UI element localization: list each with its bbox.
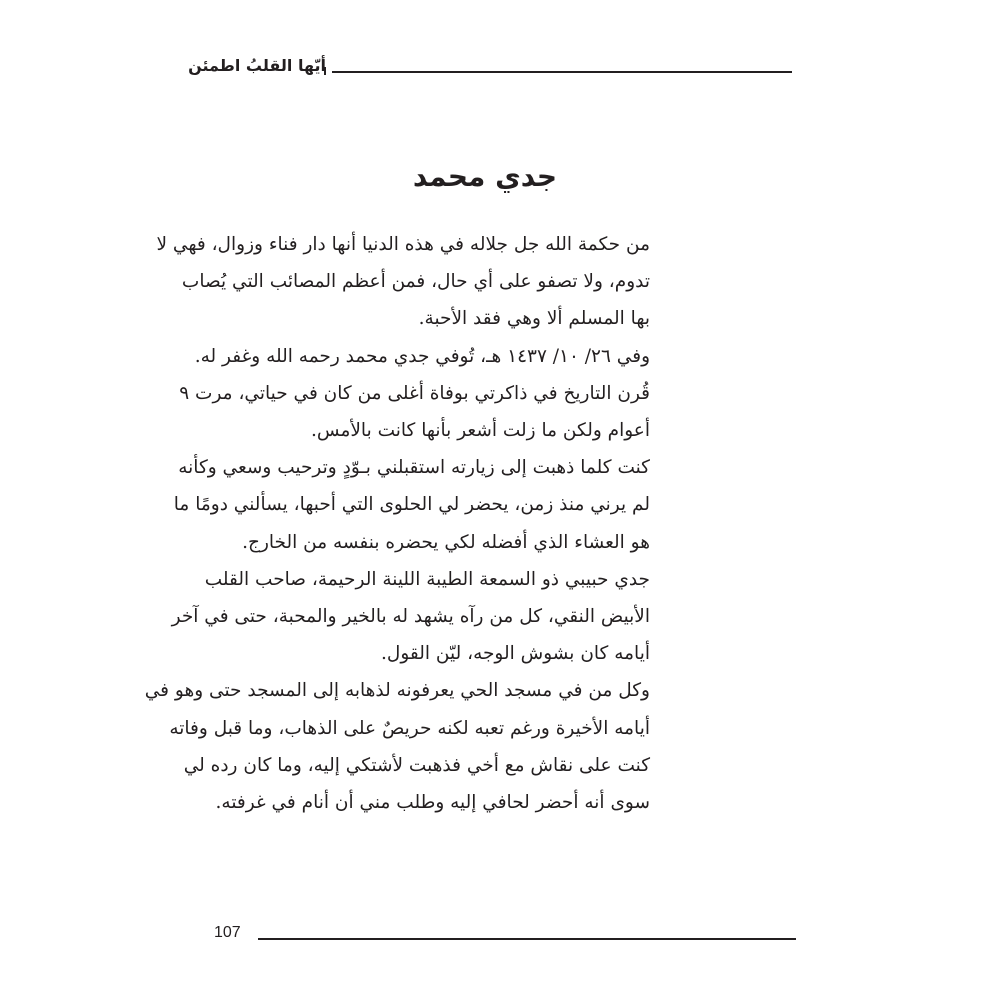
running-title: أيّها القلبُ اطمئن <box>188 56 326 75</box>
chapter-title: جدي محمد <box>412 160 558 193</box>
body-line: وكل من في مسجد الحي يعرفونه لذهابه إلى المسجد حتى وهو في <box>144 680 650 702</box>
header-rule <box>332 71 792 73</box>
body-line: كنت كلما ذهبت إلى زيارته استقبلني بـوّدٍ وترحيب وسعي وكأنه <box>178 457 650 479</box>
body-line: سوى أنه أحضر لحافي إليه وطلب مني أن أنام في غرفته. <box>215 792 650 814</box>
body-line: من حكمة الله جل جلاله في هذه الدنيا أنها دار فناء وزوال، فهي لا <box>156 234 650 255</box>
body-line: قُرن التاريخ في ذاكرتي بوفاة أغلى من كان في حياتي، مرت ٩ <box>179 382 650 404</box>
body-line: جدي حبيبي ذو السمعة الطيبة اللينة الرحيمة، صاحب القلب <box>204 568 650 590</box>
running-header <box>188 56 796 86</box>
body-line: تدوم، ولا تصفو على أي حال، فمن أعظم المصائب التي يُصاب <box>181 271 650 293</box>
page-number: 107 <box>214 924 241 941</box>
body-text <box>144 226 650 821</box>
body-line: كنت على نقاش مع أخي فذهبت لأشتكي إليه، وما كان رده لي <box>183 754 650 776</box>
body-line: الأبيض النقي، كل من رآه يشهد له بالخير والمحبة، حتى في آخر <box>171 606 650 628</box>
page-footer <box>214 924 796 946</box>
body-line: أيامه الأخيرة ورغم تعبه لكنه حريصٌ على الذهاب، وما قبل وفاته <box>169 717 650 739</box>
footer-rule <box>258 938 796 940</box>
body-line: هو العشاء الذي أفضله لكي يحضره بنفسه من الخارج. <box>242 531 650 553</box>
body-line: أيامه كان بشوش الوجه، ليّن القول. <box>381 643 650 665</box>
body-line: لم يرني منذ زمن، يحضر لي الحلوى التي أحبها، يسألني دومًا ما <box>173 494 650 516</box>
body-line: بها المسلم ألا وهي فقد الأحبة. <box>418 308 650 330</box>
body-line: أعوام ولكن ما زلت أشعر بأنها كانت بالأمس. <box>311 420 650 442</box>
body-line: وفي ٢٦/ ١٠/ ١٤٣٧ هـ، تُوفي جدي محمد رحمه الله وغفر له. <box>194 345 650 367</box>
